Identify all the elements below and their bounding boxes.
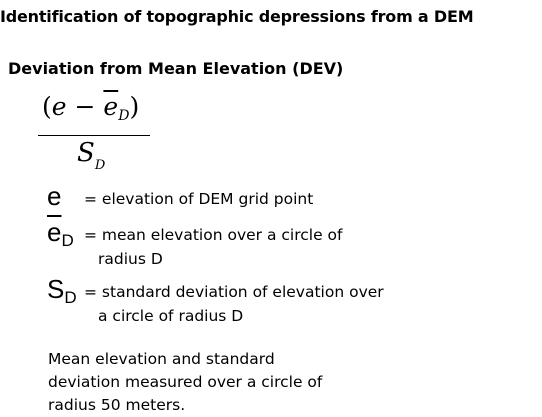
note-line: deviation measured over a circle of <box>48 373 323 391</box>
note-line: Mean elevation and standard <box>48 350 275 368</box>
slide-title: Identification of topographic depressions from a DEM <box>0 7 474 26</box>
definition-s-d: = standard deviation of elevation over <box>84 283 384 301</box>
fraction-bar <box>38 135 150 136</box>
section-heading: Deviation from Mean Elevation (DEV) <box>8 59 344 78</box>
definition-s-d-cont: a circle of radius D <box>98 307 244 325</box>
formula-denominator: $S_D$ <box>77 138 106 173</box>
note-line: radius 50 meters. <box>48 396 186 414</box>
measurement-note <box>48 348 322 417</box>
symbol-e-bar-d: $\overline{e}D$ <box>47 217 74 250</box>
definition-e: = elevation of DEM grid point <box>84 190 314 208</box>
definition-e-bar-d: = mean elevation over a circle of <box>84 226 343 244</box>
definition-e-bar-d-cont: radius D <box>98 250 163 268</box>
dev-formula <box>38 92 154 182</box>
symbol-s-d: SD <box>47 274 77 307</box>
formula-numerator: $(e - \overline{e}_D)$ <box>42 92 140 124</box>
symbol-e: e <box>47 181 62 211</box>
